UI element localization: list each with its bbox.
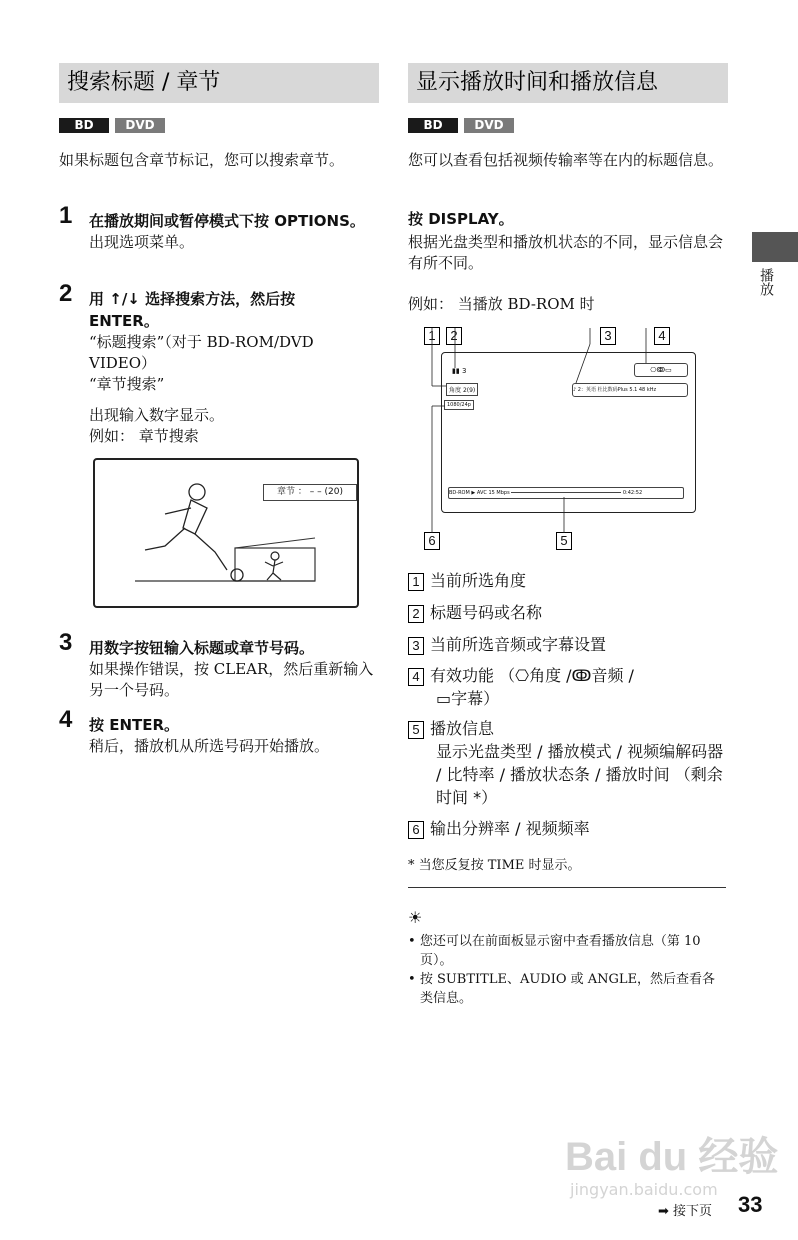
left-heading: 搜索标题 / 章节 <box>59 63 379 103</box>
right-intro: 您可以查看包括视频传输率等在内的标题信息。 <box>408 151 724 169</box>
step-2-number: 2 <box>59 280 73 307</box>
page-number: 33 <box>738 1192 763 1217</box>
side-tab-marker <box>752 232 798 262</box>
badge-bd: BD <box>408 118 458 133</box>
step-2-title: 用 ↑/↓ 选择搜索方法，然后按 ENTER。 <box>89 290 296 330</box>
right-heading: 显示播放时间和播放信息 <box>408 63 728 103</box>
badge-bd: BD <box>59 118 109 133</box>
right-action: 按 DISPLAY。 <box>408 210 514 228</box>
football-player-illustration <box>125 478 325 598</box>
resolution-info: 1080/24p <box>444 400 474 410</box>
tip-icon: ☀ <box>408 908 423 927</box>
step-3 <box>89 637 374 701</box>
legend-item-5-desc: 显示光盘类型 / 播放模式 / 视频编解码器 / 比特率 / 播放状态条 / 播放时间 （剩余时间 *） <box>436 742 724 807</box>
angle-info: 角度 2(9) <box>446 383 478 396</box>
tip-2: • 按 SUBTITLE、AUDIO 或 ANGLE，然后查看各类信息。 <box>408 972 716 1006</box>
step-1-line: 出现选项菜单。 <box>89 233 195 251</box>
legend-item-3: 3 当前所选音频或字幕设置 <box>408 633 728 656</box>
subtitle-icon: ▭ <box>665 366 672 374</box>
step-3-title: 用数字按钮输入标题或章节号码。 <box>89 639 315 657</box>
divider <box>408 887 726 888</box>
callout-2: 2 <box>446 327 462 345</box>
legend-item-1: 1 当前所选角度 <box>408 569 728 592</box>
baidu-watermark-url: jingyan.baidu.com <box>570 1180 718 1199</box>
side-label: 播放 <box>758 268 774 296</box>
callout-6: 6 <box>424 532 440 550</box>
step-2 <box>89 288 369 447</box>
callout-3: 3 <box>600 327 616 345</box>
step-3-line: 如果操作错误，按 CLEAR，然后重新输入另一个号码。 <box>89 660 374 699</box>
left-badges <box>59 114 171 133</box>
step-4-number: 4 <box>59 706 73 733</box>
tip-1: • 您还可以在前面板显示窗中查看播放信息（第 10 页）。 <box>408 934 701 968</box>
callout-4: 4 <box>654 327 670 345</box>
step-2-extra-1: 出现输入数字显示。 <box>89 406 225 424</box>
step-4-line: 稍后，播放机从所选号码开始播放。 <box>89 737 330 755</box>
right-example: 例如： 当播放 BD-ROM 时 <box>408 295 595 313</box>
step-1-number: 1 <box>59 202 73 229</box>
callout-lines <box>424 328 714 538</box>
camera-icon: ⎔ <box>515 666 530 685</box>
next-page-label: ➡ 接下页 <box>658 1204 713 1219</box>
step-4 <box>89 714 374 757</box>
play-icon: ▶ <box>471 490 476 496</box>
step-1-title: 在播放期间或暂停模式下按 OPTIONS。 <box>89 212 365 230</box>
baidu-watermark: Bai du 经验 <box>565 1135 779 1179</box>
audio-info: ♪ 2：英语 杜比数码Plus 5.1 48 kHz <box>572 383 688 397</box>
audio-icon: ↂ <box>571 666 592 685</box>
legend-item-5: 5 播放信息 显示光盘类型 / 播放模式 / 视频编解码器 / 比特率 / 播放状态条 / 播放时间 （剩余时间 *） <box>408 717 728 809</box>
step-3-number: 3 <box>59 629 73 656</box>
step-2-line-2: “章节搜索” <box>89 375 165 393</box>
legend-item-2: 2 标题号码或名称 <box>408 601 728 624</box>
chapter-search-figure <box>93 458 359 608</box>
callout-1: 1 <box>424 327 440 345</box>
callout-5: 5 <box>556 532 572 550</box>
tips-list <box>408 932 728 1008</box>
step-1 <box>89 210 369 253</box>
osd-screen <box>441 352 696 513</box>
camera-icon: ⎔ <box>650 366 657 374</box>
badge-dvd: DVD <box>464 118 514 133</box>
right-action-desc: 根据光盘类型和播放机状态的不同，显示信息会有所不同。 <box>408 233 724 272</box>
legend-item-6: 6 输出分辨率 / 视频频率 <box>408 817 728 840</box>
step-2-line-1: “标题搜索”（对于 BD-ROM/DVD VIDEO） <box>89 333 314 372</box>
legend-item-4: 4 有效功能 （⎔角度 /ↂ音频 / ▭字幕） <box>408 664 728 710</box>
playback-bar: BD-ROM ▶ AVC 15 Mbps 0:42:52 <box>448 487 684 499</box>
badge-dvd: DVD <box>115 118 165 133</box>
step-4-title: 按 ENTER。 <box>89 716 180 734</box>
footnote: * 当您反复按 TIME 时显示。 <box>408 858 581 873</box>
title-number: ▮▮ 3 <box>452 367 467 375</box>
left-intro: 如果标题包含章节标记，您可以搜索章节。 <box>59 151 345 169</box>
audio-icon: ↂ <box>656 366 666 374</box>
chapter-box: 章节 ： – – (20) <box>263 484 357 501</box>
subtitle-icon: ▭ <box>436 689 452 708</box>
step-2-extra-2: 例如： 章节搜索 <box>89 427 199 445</box>
up-down-arrow-icon: ↑/↓ <box>109 290 140 308</box>
right-badges <box>408 114 520 133</box>
